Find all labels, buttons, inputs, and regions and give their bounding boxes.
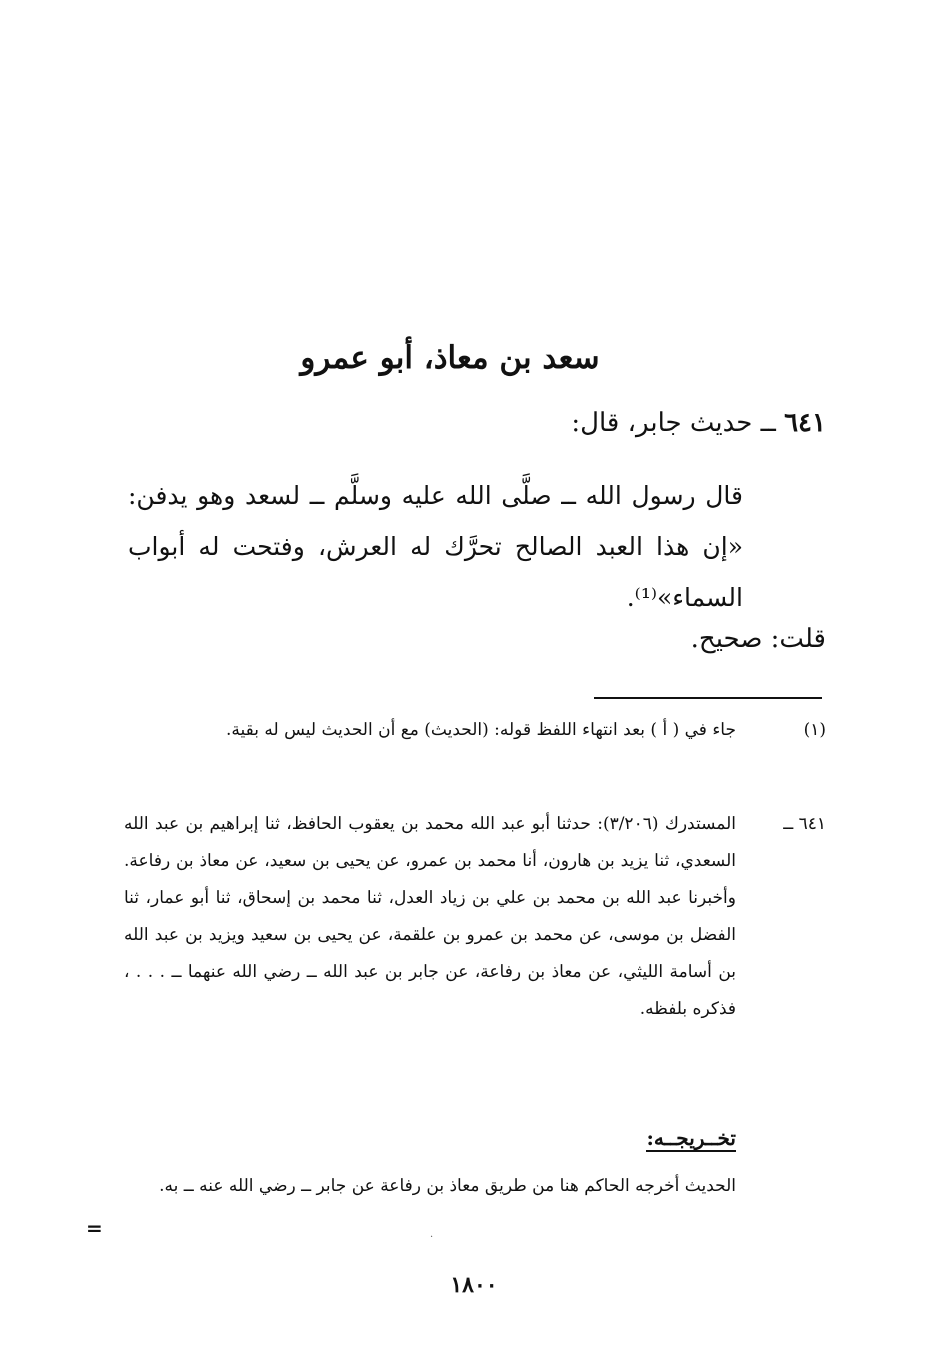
continuation-mark: = xyxy=(86,1216,103,1240)
hadith-intro: ــ حديث جابر، قال: xyxy=(571,408,785,438)
footnote-marker: (١) xyxy=(803,720,826,740)
page-number: ١٨٠٠ xyxy=(450,1272,498,1298)
stray-dot: · xyxy=(430,1232,434,1243)
takhrij-heading xyxy=(646,1126,736,1150)
takhrij-text: الحديث أخرجه الحاكم هنا من طريق معاذ بن رفاعة عن جابر ــ رضي الله عنه ــ به. xyxy=(159,1176,736,1196)
hadith-ruling: قلت: صحيح. xyxy=(690,624,826,654)
takhrij-heading-label: تخــريجــه: xyxy=(646,1126,736,1150)
footnote-text: المستدرك (٣/٢٠٦): حدثنا أبو عبد الله محمد بن يعقوب الحافظ، ثنا إبراهيم بن عبد الله السعدي، ثنا يزيد بن هارون، أنا محمد بن عمرو، عن يحيى بن سعيد، عن معاذ بن رفاعة. وأخبرنا عبد الله بن محمد بن علي بن زياد العدل، ثنا محمد بن إسحاق، ثنا أبو عمار، ثنا الفضل بن موسى، عن محمد بن عمرو بن علقمة، عن يحيى بن سعيد ويزيد بن عبد الله بن أسامة الليثي، عن معاذ بن رفاعة، عن جابر بن عبد الله ــ رضي الله عنهما ــ . . . ، فذكره بلفظه. xyxy=(124,814,736,1019)
hadith-number: ٦٤١ xyxy=(784,408,826,438)
chapter-title: سعد بن معاذ، أبو عمرو xyxy=(300,340,600,376)
footnote-divider xyxy=(594,697,822,699)
hadith-text: قال رسول الله ــ صلَّى الله عليه وسلَّم ــ لسعد وهو يدفن: «إن هذا العبد الصالح تحرَّك له العرش، وفتحت له أبواب السماء»⁽¹⁾. xyxy=(128,481,743,612)
footnote-text: جاء في ( أ ) بعد انتهاء اللفظ قوله: (الحديث) مع أن الحديث ليس له بقية. xyxy=(226,720,736,740)
hadith-heading xyxy=(186,408,826,438)
footnote-marker: ٦٤١ ــ xyxy=(783,814,826,834)
